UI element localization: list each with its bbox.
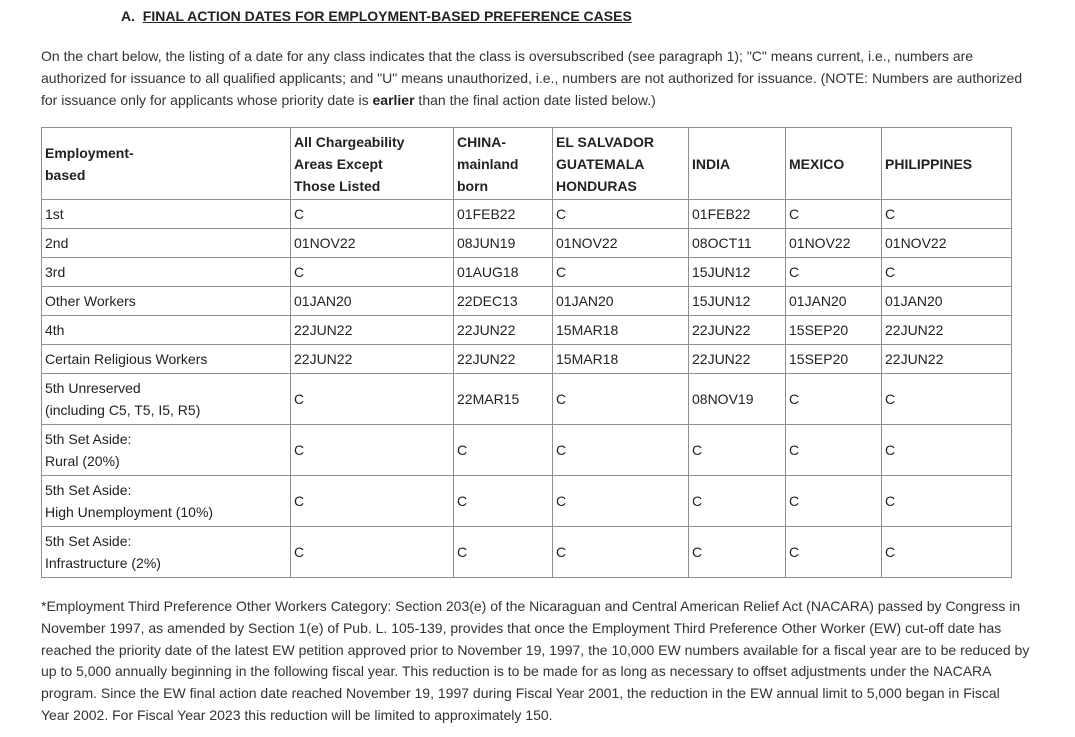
section-heading [121,8,632,24]
cell-el-salvador-guatemala-honduras: 01JAN20 [553,287,689,316]
cell-india: 22JUN22 [689,345,786,374]
cell-philippines: 22JUN22 [882,316,1012,345]
cell-china: C [454,476,553,527]
intro-paragraph [41,45,1041,111]
cell-philippines: 01NOV22 [882,229,1012,258]
row-category: Certain Religious Workers [42,345,291,374]
cell-china: C [454,425,553,476]
intro-text-end: than the final action date listed below.) [414,92,656,108]
row-category: 5th Set Aside: Infrastructure (2%) [42,527,291,578]
cell-el-salvador-guatemala-honduras: 01NOV22 [553,229,689,258]
cell-all-chargeability: C [291,527,454,578]
cell-all-chargeability: C [291,374,454,425]
cell-all-chargeability: 01JAN20 [291,287,454,316]
cell-mexico: 01NOV22 [786,229,882,258]
header-all-chargeability: All Chargeability Areas Except Those Listed [291,128,454,200]
cell-philippines: C [882,374,1012,425]
cell-china: 22JUN22 [454,345,553,374]
table-row [42,345,1012,374]
cell-philippines: C [882,425,1012,476]
cell-china: 08JUN19 [454,229,553,258]
cell-all-chargeability: C [291,200,454,229]
cell-el-salvador-guatemala-honduras: 15MAR18 [553,316,689,345]
table-row [42,425,1012,476]
row-category: Other Workers [42,287,291,316]
section-letter: A. [121,8,135,24]
cell-china: 22MAR15 [454,374,553,425]
cell-all-chargeability: 22JUN22 [291,345,454,374]
table-row [42,229,1012,258]
cell-china: C [454,527,553,578]
table-body [42,200,1012,578]
table-row [42,527,1012,578]
cell-india: 15JUN12 [689,258,786,287]
cell-india: 08NOV19 [689,374,786,425]
cell-el-salvador-guatemala-honduras: C [553,527,689,578]
cell-china: 01FEB22 [454,200,553,229]
cell-china: 22DEC13 [454,287,553,316]
header-employment-based: Employment- based [42,128,291,200]
row-category: 5th Set Aside: High Unemployment (10%) [42,476,291,527]
cell-el-salvador-guatemala-honduras: C [553,200,689,229]
header-india: INDIA [689,128,786,200]
cell-philippines: 22JUN22 [882,345,1012,374]
row-category: 5th Unreserved (including C5, T5, I5, R5) [42,374,291,425]
row-category: 2nd [42,229,291,258]
cell-mexico: C [786,425,882,476]
cell-philippines: C [882,476,1012,527]
cell-philippines: C [882,527,1012,578]
table-header-row [42,128,1012,200]
row-category: 4th [42,316,291,345]
cell-el-salvador-guatemala-honduras: C [553,374,689,425]
cell-all-chargeability: 01NOV22 [291,229,454,258]
cell-philippines: C [882,200,1012,229]
cell-china: 22JUN22 [454,316,553,345]
table-row [42,374,1012,425]
cell-all-chargeability: C [291,258,454,287]
table-row [42,287,1012,316]
cell-india: 01FEB22 [689,200,786,229]
cell-china: 01AUG18 [454,258,553,287]
cell-india: 15JUN12 [689,287,786,316]
cell-mexico: C [786,476,882,527]
table-row [42,200,1012,229]
cell-india: 08OCT11 [689,229,786,258]
cell-mexico: C [786,200,882,229]
cell-el-salvador-guatemala-honduras: 15MAR18 [553,345,689,374]
final-action-dates-table [41,127,1012,578]
row-category: 5th Set Aside: Rural (20%) [42,425,291,476]
cell-mexico: C [786,258,882,287]
row-category: 1st [42,200,291,229]
cell-mexico: 15SEP20 [786,345,882,374]
cell-mexico: C [786,527,882,578]
cell-philippines: 01JAN20 [882,287,1012,316]
cell-india: C [689,527,786,578]
footnote: *Employment Third Preference Other Workers Category: Section 203(e) of the Nicaraguan and Central American Relief Act (NACARA) passed by Congress in November 1997, as amended by Section 1(e) of Pub. L. 105-139, provides that once the Employment Third Preference Other Worker (EW) cut-off date has reached the priority date of the latest EW petition approved prior to November 19, 1997, the 10,000 EW numbers available for a fiscal year are to be reduced by up to 5,000 annually beginning in the following fiscal year. This reduction is to be made for as long as necessary to offset adjustments under the NACARA program. Since the EW final action date reached November 19, 1997 during Fiscal Year 2001, the reduction in the EW annual limit to 5,000 began in Fiscal Year 2002. For Fiscal Year 2023 this reduction will be limited to approximately 150. [41,598,1030,723]
cell-india: C [689,476,786,527]
cell-el-salvador-guatemala-honduras: C [553,425,689,476]
header-el-salvador-guatemala-honduras: EL SALVADOR GUATEMALA HONDURAS [553,128,689,200]
header-philippines: PHILIPPINES [882,128,1012,200]
cell-india: C [689,425,786,476]
cell-all-chargeability: C [291,425,454,476]
header-china: CHINA- mainland born [454,128,553,200]
cell-el-salvador-guatemala-honduras: C [553,258,689,287]
cell-all-chargeability: C [291,476,454,527]
table-row [42,316,1012,345]
cell-mexico: 01JAN20 [786,287,882,316]
table-row [42,258,1012,287]
section-title: FINAL ACTION DATES FOR EMPLOYMENT-BASED PREFERENCE CASES [142,8,632,24]
cell-mexico: C [786,374,882,425]
header-mexico: MEXICO [786,128,882,200]
cell-all-chargeability: 22JUN22 [291,316,454,345]
cell-india: 22JUN22 [689,316,786,345]
table-row [42,476,1012,527]
cell-philippines: C [882,258,1012,287]
intro-text: On the chart below, the listing of a date for any class indicates that the class is oversubscribed (see paragraph 1); "C" means current, i.e., numbers are authorized for issuance to all qualified applicants; and "U" means unauthorized, i.e., numbers are not authorized for issuance. (NOTE: Numbers are authorized for issuance only for applicants whose priority date is [41,48,1023,108]
intro-emphasis: earlier [372,92,415,108]
row-category: 3rd [42,258,291,287]
cell-el-salvador-guatemala-honduras: C [553,476,689,527]
cell-mexico: 15SEP20 [786,316,882,345]
